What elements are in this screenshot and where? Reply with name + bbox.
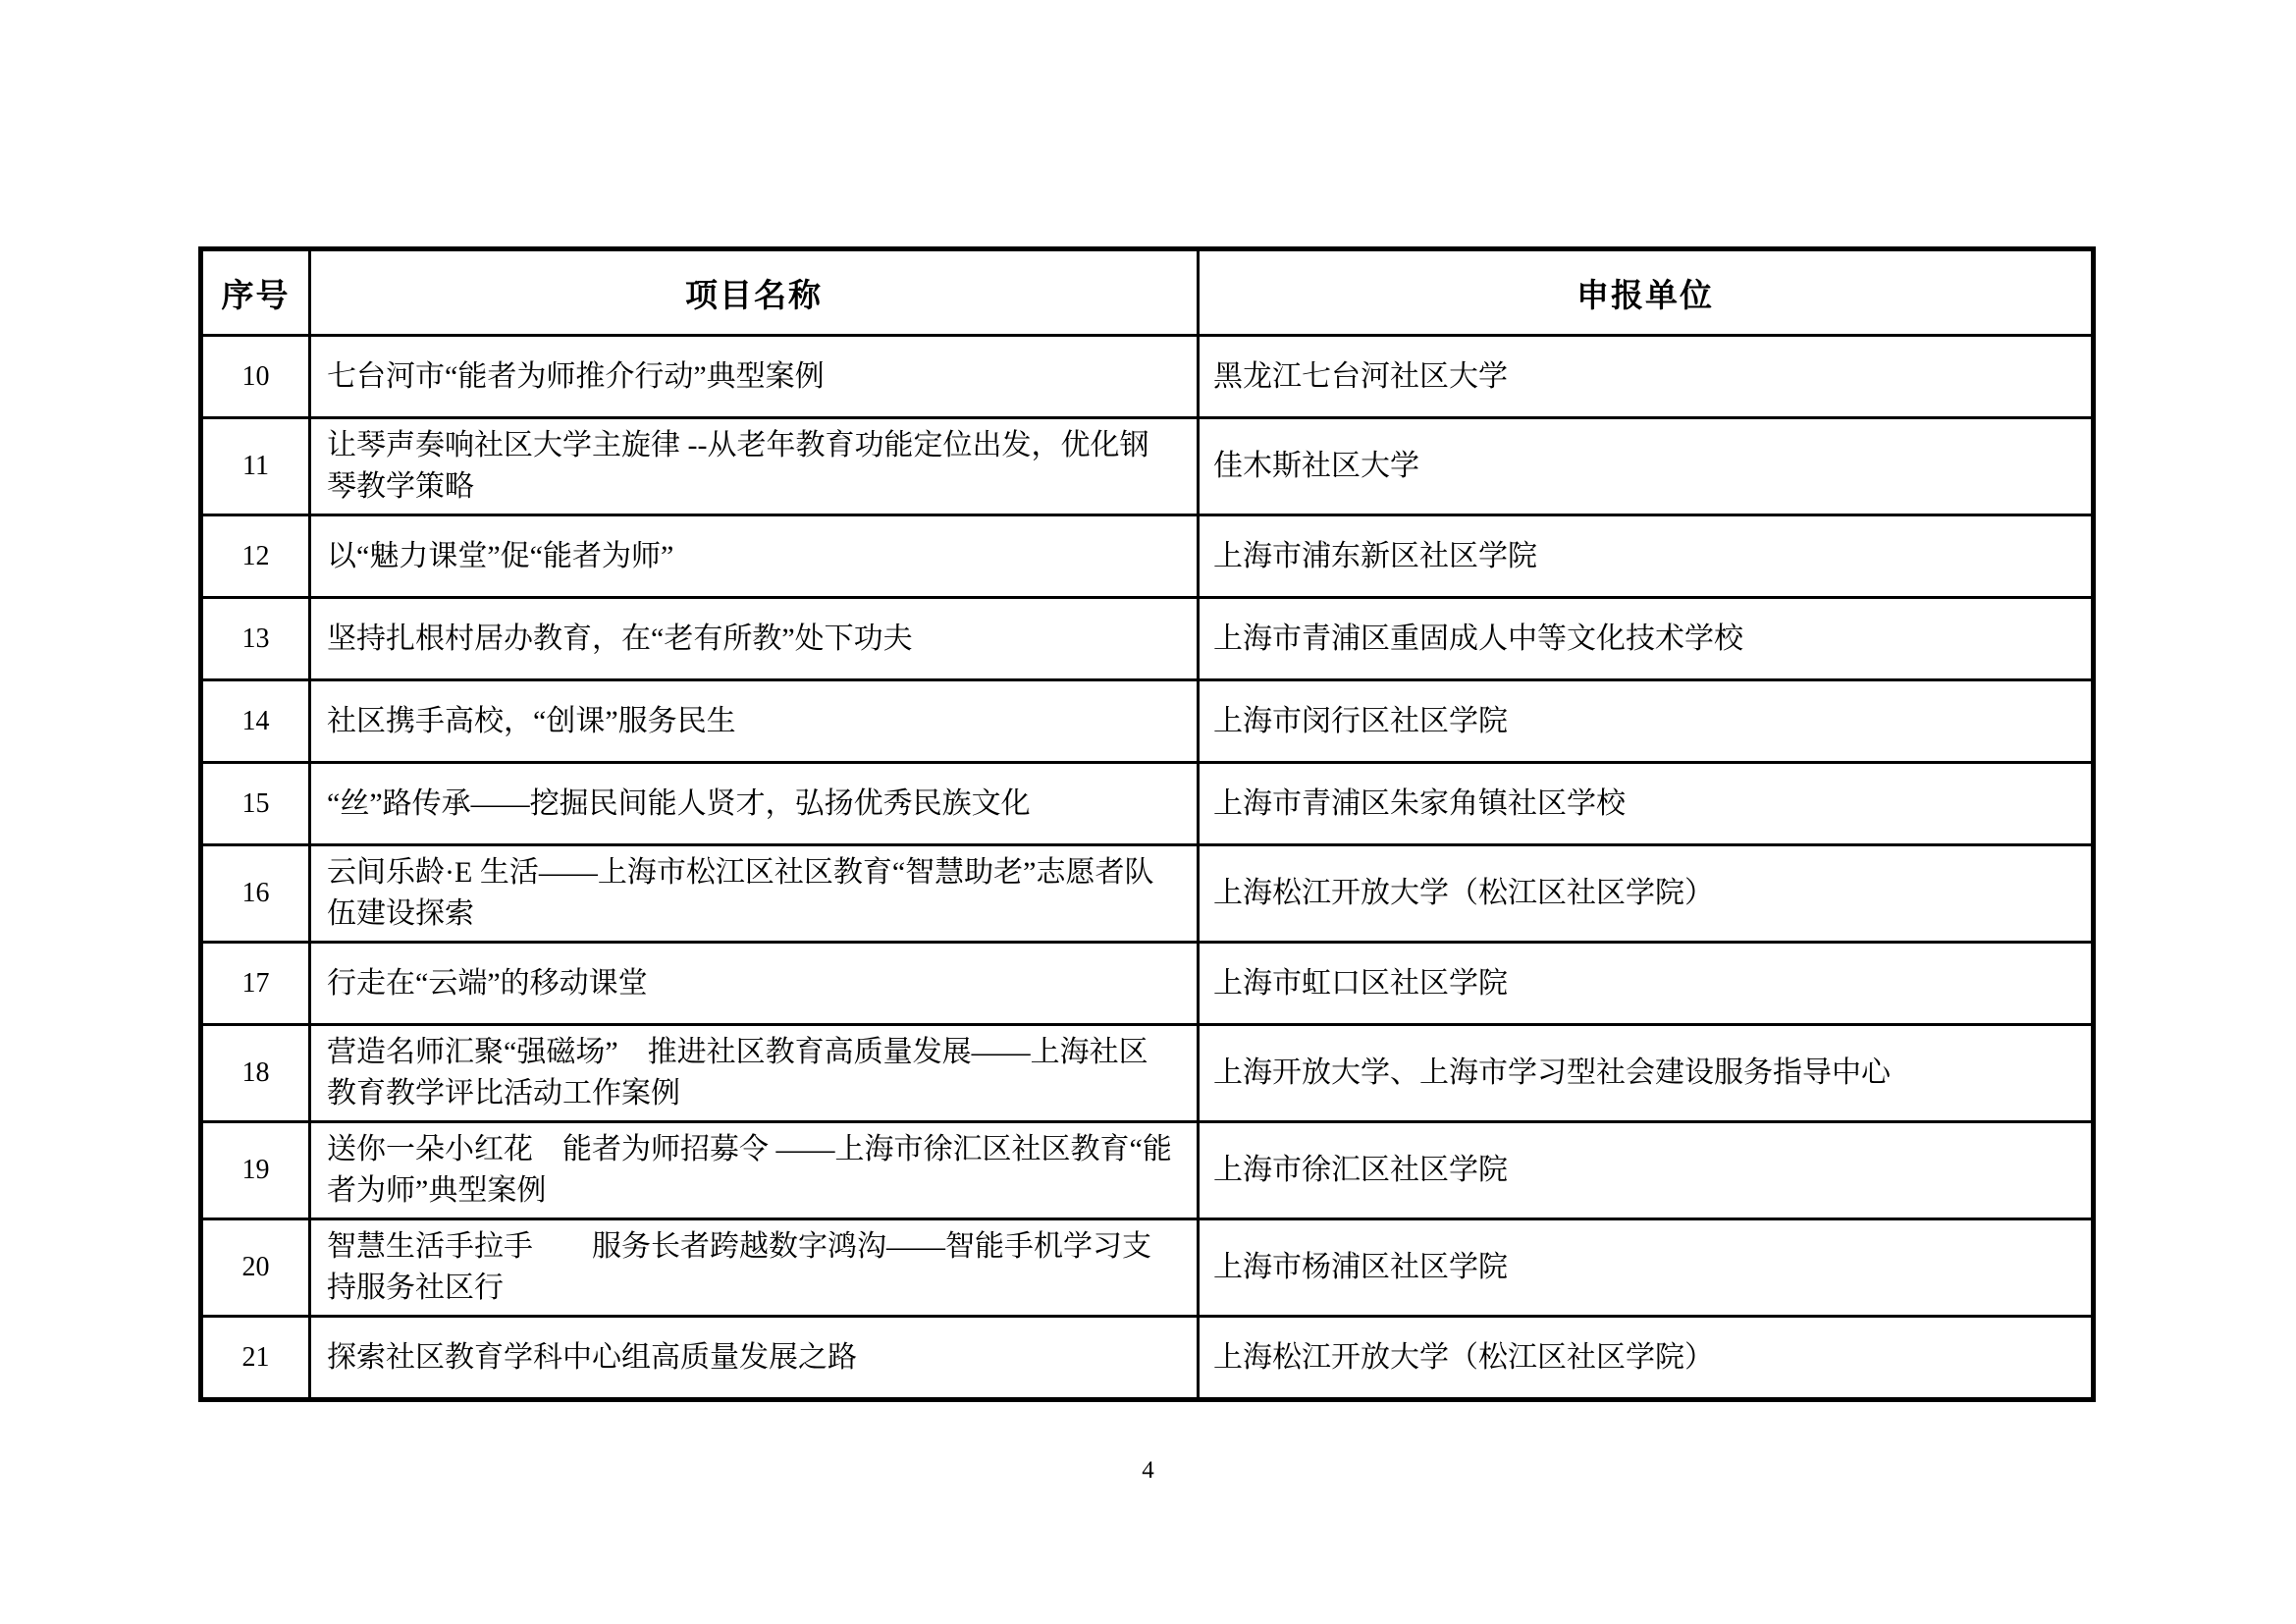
header-no: 序号 [201,249,310,336]
org-name: 黑龙江七台河社区大学 [1199,336,2094,418]
row-no: 14 [201,680,310,763]
table-row [201,1122,2094,1219]
org-name: 上海市虹口区社区学院 [1199,943,2094,1025]
table-row [201,845,2094,943]
project-name: 送你一朵小红花 能者为师招募令 ——上海市徐汇区社区教育“能者为师”典型案例 [310,1122,1199,1219]
table-row [201,1219,2094,1317]
header-org: 申报单位 [1199,249,2094,336]
row-no: 10 [201,336,310,418]
org-name: 上海松江开放大学（松江区社区学院） [1199,845,2094,943]
org-name: 上海市青浦区重固成人中等文化技术学校 [1199,598,2094,680]
table-row [201,418,2094,515]
project-name: 社区携手高校，“创课”服务民生 [310,680,1199,763]
project-name: 营造名师汇聚“强磁场” 推进社区教育高质量发展——上海社区教育教学评比活动工作案例 [310,1025,1199,1122]
org-name: 上海市杨浦区社区学院 [1199,1219,2094,1317]
row-no: 13 [201,598,310,680]
projects-table [198,246,2096,1402]
table-row [201,598,2094,680]
org-name: 上海松江开放大学（松江区社区学院） [1199,1317,2094,1400]
table-row [201,943,2094,1025]
row-no: 16 [201,845,310,943]
header-project-name: 项目名称 [310,249,1199,336]
org-name: 上海市青浦区朱家角镇社区学校 [1199,763,2094,845]
row-no: 20 [201,1219,310,1317]
row-no: 18 [201,1025,310,1122]
table-row [201,763,2094,845]
row-no: 11 [201,418,310,515]
row-no: 17 [201,943,310,1025]
table-row [201,680,2094,763]
project-name: 七台河市“能者为师推介行动”典型案例 [310,336,1199,418]
project-name: 以“魅力课堂”促“能者为师” [310,515,1199,598]
table-header-row [201,249,2094,336]
org-name: 上海市徐汇区社区学院 [1199,1122,2094,1219]
org-name: 上海开放大学、上海市学习型社会建设服务指导中心 [1199,1025,2094,1122]
page-number: 4 [1142,1457,1154,1484]
project-name: 智慧生活手拉手 服务长者跨越数字鸿沟——智能手机学习支持服务社区行 [310,1219,1199,1317]
project-name: 坚持扎根村居办教育，在“老有所教”处下功夫 [310,598,1199,680]
row-no: 19 [201,1122,310,1219]
project-name: 云间乐龄·E 生活——上海市松江区社区教育“智慧助老”志愿者队伍建设探索 [310,845,1199,943]
project-name: “丝”路传承——挖掘民间能人贤才，弘扬优秀民族文化 [310,763,1199,845]
table-row [201,1025,2094,1122]
table-row [201,336,2094,418]
org-name: 上海市浦东新区社区学院 [1199,515,2094,598]
table-row [201,1317,2094,1400]
table-row [201,515,2094,598]
row-no: 12 [201,515,310,598]
row-no: 21 [201,1317,310,1400]
row-no: 15 [201,763,310,845]
project-name: 让琴声奏响社区大学主旋律 --从老年教育功能定位出发，优化钢琴教学策略 [310,418,1199,515]
org-name: 上海市闵行区社区学院 [1199,680,2094,763]
org-name: 佳木斯社区大学 [1199,418,2094,515]
project-name: 探索社区教育学科中心组高质量发展之路 [310,1317,1199,1400]
project-name: 行走在“云端”的移动课堂 [310,943,1199,1025]
